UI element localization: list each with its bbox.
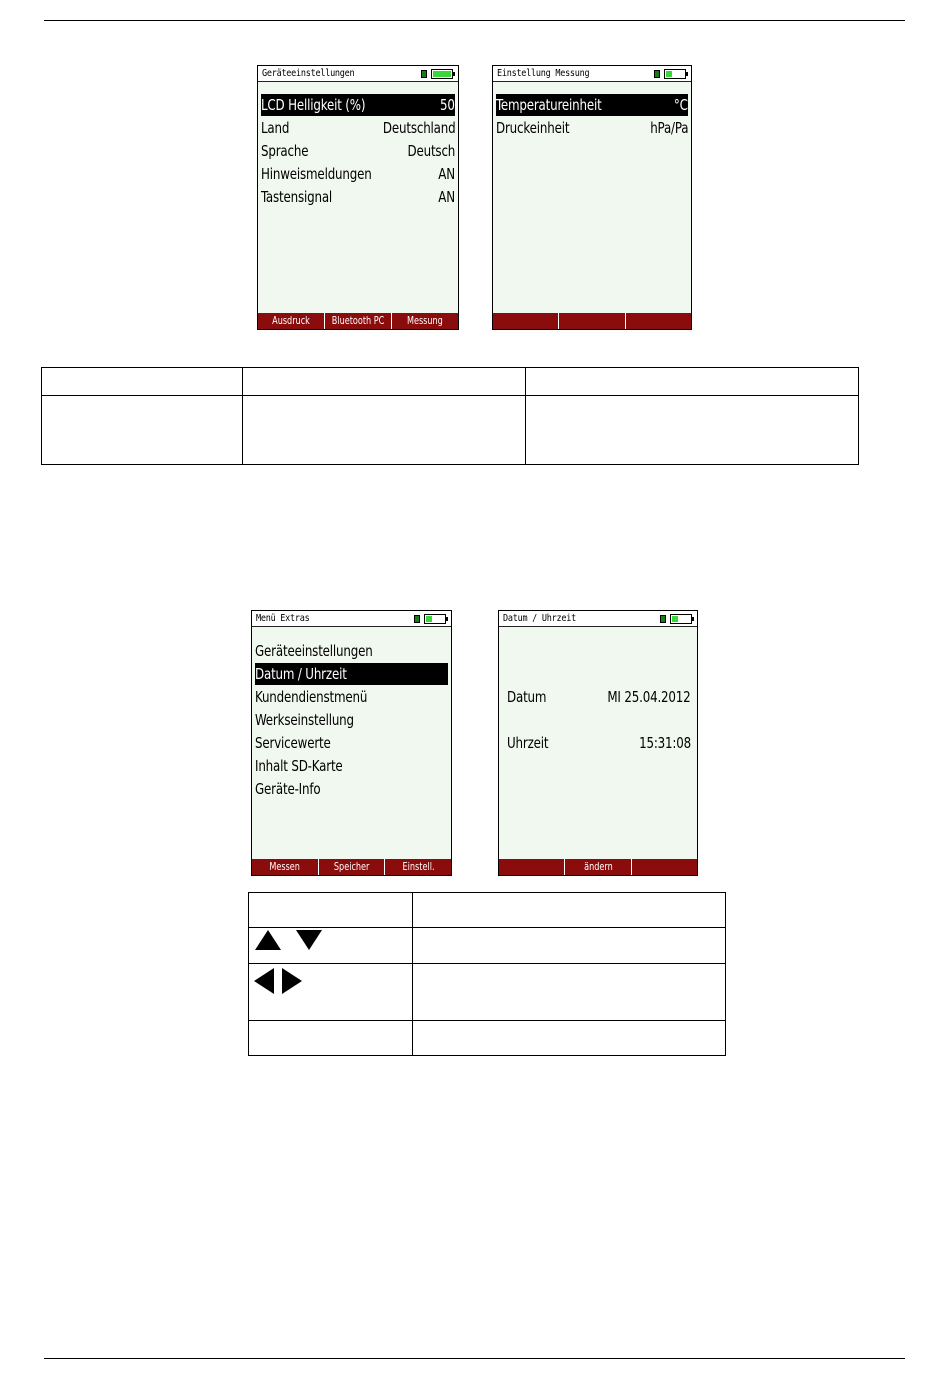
table-cell: [413, 893, 726, 928]
table-cell: [249, 928, 413, 964]
menu-item-inhalt-sd-karte[interactable]: Inhalt SD-Karte: [255, 757, 343, 775]
table-cell: [413, 964, 726, 1021]
menu-item-werkseinstellung[interactable]: Werkseinstellung: [255, 711, 354, 729]
arrow-left-icon: [254, 968, 274, 994]
softkey-messung[interactable]: Messung: [391, 313, 458, 329]
softkey-ausdruck[interactable]: Ausdruck: [272, 314, 310, 327]
arrow-up-icon: [255, 930, 281, 950]
setting-row-lcd[interactable]: LCD Helligkeit (%) 50: [261, 96, 455, 114]
table-cell: [249, 964, 413, 1021]
arrow-right-icon: [282, 968, 302, 994]
top-rule: [44, 20, 905, 21]
battery-icon: [421, 69, 453, 79]
softkey-aendern[interactable]: ändern: [564, 859, 630, 875]
screen-title-bar: [499, 611, 697, 627]
table-cell: [243, 368, 526, 396]
key-legend-table: [248, 892, 726, 1056]
date-row[interactable]: Datum MI 25.04.2012: [507, 688, 691, 706]
softkey-bluetooth-pc[interactable]: Bluetooth PC: [324, 313, 391, 329]
table-cell: [249, 1021, 413, 1056]
screen-title: Menü Extras: [256, 613, 310, 624]
menu-item-geraeteeinstellungen[interactable]: Geräteeinstellungen: [255, 642, 373, 660]
softkey-right[interactable]: [625, 313, 691, 329]
table-cell: [42, 396, 243, 465]
screen-title: Datum / Uhrzeit: [503, 613, 576, 624]
screen-title-bar: [493, 66, 691, 82]
table-cell: [243, 396, 526, 465]
screen-title-bar: [258, 66, 458, 82]
softkey-right[interactable]: [631, 859, 697, 875]
setting-row-land[interactable]: Land Deutschland: [261, 119, 455, 137]
table-cell: [526, 368, 859, 396]
screen-title: Einstellung Messung: [497, 68, 590, 79]
table-cell: [413, 928, 726, 964]
battery-icon: [654, 69, 686, 79]
setting-row-hinweis[interactable]: Hinweismeldungen AN: [261, 165, 455, 183]
setting-row-pressure-unit[interactable]: Druckeinheit hPa/Pa: [496, 119, 688, 137]
screen-title: Geräteeinstellungen: [262, 68, 355, 79]
softkey-einstell[interactable]: Einstell.: [384, 859, 451, 875]
screen-device-settings: [257, 65, 459, 330]
setting-row-sprache[interactable]: Sprache Deutsch: [261, 142, 455, 160]
softkey-bar: [499, 859, 697, 875]
table-cell: [249, 893, 413, 928]
menu-item-kundendienstmenue[interactable]: Kundendienstmenü: [255, 688, 368, 706]
menu-item-datum-uhrzeit[interactable]: Datum / Uhrzeit: [255, 663, 448, 685]
bottom-rule: [44, 1358, 905, 1359]
menu-item-servicewerte[interactable]: Servicewerte: [255, 734, 331, 752]
screen-date-time: [498, 610, 698, 876]
softkey-left[interactable]: [493, 313, 558, 329]
screen-measurement-settings: [492, 65, 692, 330]
table-cell: [413, 1021, 726, 1056]
screen-menu-extras: [251, 610, 452, 876]
battery-icon: [414, 614, 446, 624]
table-cell: [42, 368, 243, 396]
battery-icon: [660, 614, 692, 624]
arrow-down-icon: [296, 930, 322, 950]
softkey-bar: [252, 859, 451, 875]
time-row[interactable]: Uhrzeit 15:31:08: [507, 734, 691, 752]
setting-row-temperature-unit[interactable]: Temperatureinheit °C: [496, 96, 688, 114]
softkey-left[interactable]: [499, 859, 564, 875]
table-cell: [526, 396, 859, 465]
softkey-bar: [493, 313, 691, 329]
menu-item-geraete-info[interactable]: Geräte-Info: [255, 780, 321, 798]
softkey-messen[interactable]: Messen: [269, 860, 301, 873]
description-table-1: [41, 367, 859, 465]
screen-title-bar: [252, 611, 451, 627]
softkey-bar: [258, 313, 458, 329]
setting-row-tastensignal[interactable]: Tastensignal AN: [261, 188, 455, 206]
softkey-speicher[interactable]: Speicher: [318, 859, 385, 875]
softkey-middle[interactable]: [558, 313, 624, 329]
